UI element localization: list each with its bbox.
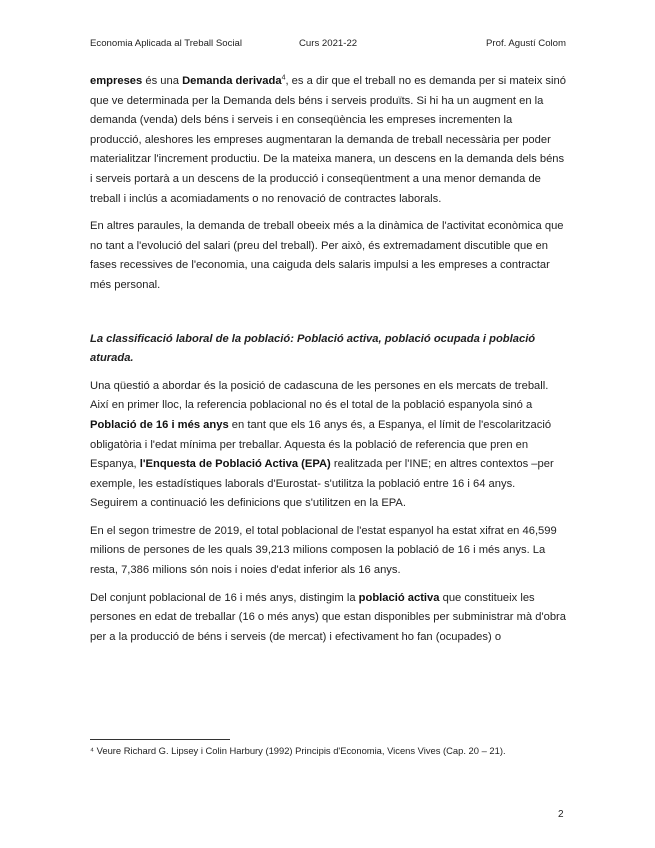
page-number: 2	[558, 809, 564, 820]
paragraph-2019-figures: En el segon trimestre de 2019, el total poblacional de l'estat espanyol ha estat xifrat en 46,599 milions de persones de les quals 39,213 milions composen la població de 16 i més anys. La resta, 7,386 milions són nois i noies d'edat inferior als 16 anys.	[90, 524, 557, 577]
header-course-name: Economia Aplicada al Treball Social	[90, 38, 242, 49]
paragraph-population-reference	[90, 377, 566, 514]
header-academic-year: Curs 2021-22	[299, 38, 358, 49]
text-run: , es a dir que el treball no es demanda per si mateix sinó que ve determinada per la Demanda dels béns i serveis produïts. Si hi ha un augment en la demanda (venda) dels béns i serveis i en conseqüència les empreses incrementen la producció, aleshores les empreses augmentaran la demanda de treball necessària per poder materialitzar l'increment productiu. De la mateixa manera, un descens en la demanda dels béns i serveis portarà a un descens de la producció i conseqüentment a una menor demanda de treball i inclús a acomiadaments o no renovació de contractes laborals.	[90, 75, 566, 205]
bold-term-empreses: empreses	[90, 75, 143, 87]
bold-term-demanda-derivada: Demanda derivada	[182, 75, 282, 87]
footnote-ref-4[interactable]: 4	[281, 74, 286, 82]
text-run: realitzada per l'INE; en altres contextos –per exemple, les estadístiques laborals d'Eurostat- s'utilitza la població entre 16 i 64 anys. Seguirem a continuació les definicions que s'utilitzen en la EPA.	[90, 458, 554, 510]
paragraph-active-population	[90, 589, 566, 648]
paragraph-other-words: En altres paraules, la demanda de treball obeeix més a la dinàmica de l'activitat econòmica que no tant a l'evolució del salari (preu del treball). Per això, és extremadament discutible que en fases recessives de l'economia, una caiguda dels salaris impulsi a les empreses a contractar més personal.	[90, 220, 564, 291]
header-professor: Prof. Agustí Colom	[486, 38, 566, 49]
bold-term-poblacio-activa: població activa	[358, 591, 440, 604]
document-body	[90, 72, 566, 655]
footnote-4: ⁴ Veure Richard G. Lipsey i Colin Harbury (1992) Principis d'Economia, Vicens Vives (Cap. 20 – 21).	[90, 745, 506, 756]
page-header	[90, 38, 566, 52]
text-run: Una qüestió a abordar és la posició de cadascuna de les persones en els mercats de treball. Així en primer lloc, la referencia poblacional no és el total de la població espanyola sinó a	[90, 379, 549, 412]
paragraph-derived-demand	[90, 72, 566, 209]
footnote-separator	[90, 739, 230, 740]
bold-term-epa: l'Enquesta de Població Activa (EPA)	[139, 458, 331, 471]
section-title: La classificació laboral de la població: Població activa, població ocupada i població aturada.	[90, 332, 536, 365]
text-run: en tant que els 16 anys és, a Espanya, el límit de l'escolarització obligatòria i l'edat mínima per treballar. Aquesta és la població de referencia que pren en Espanya,	[90, 418, 552, 471]
text-run: que constitueix les persones en edat de treballar (16 o més anys) que estan disponibles per subministrar mà d'obra per a la producció de béns i serveis (de mercat) i efectivament ho fan (ocupades) o	[90, 591, 567, 643]
bold-term-poblacio-16: Població de 16 i més anys	[90, 418, 229, 431]
text-run: és una	[142, 75, 183, 87]
text-run: Del conjunt poblacional de 16 i més anys, distingim la	[90, 591, 359, 604]
